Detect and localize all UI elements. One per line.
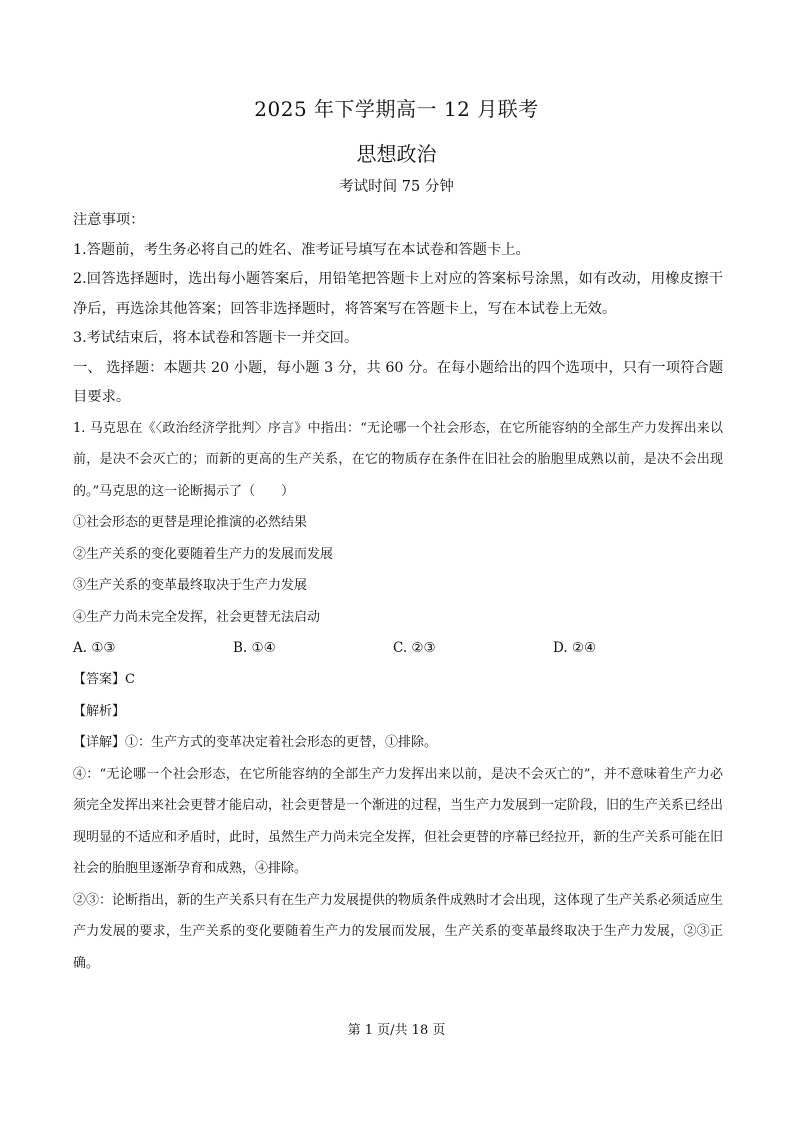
notice-item-3: 3.考试结束后，将本试卷和答题卡一并交回。	[73, 330, 359, 346]
exam-body	[73, 206, 723, 979]
answer-options	[73, 633, 723, 664]
option-a: A. ①③	[73, 640, 116, 656]
option-c: C. ②③	[393, 640, 436, 656]
statement-3: ③生产关系的变革最终取决于生产力发展	[73, 578, 308, 593]
analysis-label: 【解析】	[73, 703, 126, 719]
page-number: 第 1 页/共 18 页	[347, 1023, 446, 1038]
question-stem: 1. 马克思在《〈政治经济学批判〉序言》中指出：“无论哪一个社会形态，在它所能容纳的全部生产力发挥出来以前，是决不会灭亡的；而新的更高的生产关系，在它的物质存在条件在旧社会的胎胞里成熟以前，是决不会出现的。”马克思的这一论断揭示了（ ）	[73, 420, 723, 499]
option-b: B. ①④	[233, 640, 276, 656]
notice-item-1: 1.答题前，考生务必将自己的姓名、准考证号填写在本试卷和答题卡上。	[73, 241, 530, 258]
section-heading: 一、 选择题：本题共 20 小题，每小题 3 分，共 60 分。在每小题给出的四个选项中，只有一项符合题目要求。	[73, 359, 723, 405]
statement-2: ②生产关系的变化要随着生产力的发展而发展	[73, 546, 334, 562]
notice-heading: 注意事项：	[73, 212, 145, 228]
statement-4: ④生产力尚未完全发挥，社会更替无法启动	[73, 609, 321, 625]
statement-1: ①社会形态的更替是理论推演的必然结果	[73, 515, 308, 530]
detail-2: ④：“无论哪一个社会形态，在它所能容纳的全部生产力发挥出来以前，是决不会灭亡的”，并不意味着生产力必须完全发挥出来社会更替才能启动，社会更替是一个渐进的过程，当生产力发展到一定阶段，旧的生产关系已经出现明显的不适应和矛盾时，此时，虽然生产力尚未完全发挥，但社会更替的序幕已经拉开，新的生产关系可能在旧社会的胎胞里逐渐孕育和成熟，④排除。	[73, 766, 724, 876]
detail-1: 【详解】①：生产方式的变革决定着社会形态的更替，①排除。	[73, 735, 438, 750]
answer-label: 【答案】C	[73, 672, 135, 687]
option-d: D. ②④	[553, 640, 597, 656]
exam-subject: 思想政治	[356, 142, 437, 166]
notice-item-2: 2.回答选择题时，选出每小题答案后，用铅笔把答题卡上对应的答案标号涂黑，如有改动，用橡皮擦干净后，再选涂其他答案；回答非选择题时，将答案写在答题卡上，写在本试卷上无效。	[73, 271, 723, 317]
detail-3: ②③：论断指出，新的生产关系只有在生产力发展提供的物质条件成熟时才会出现，这体现了生产关系必须适应生产力发展的要求，生产关系的变化要随着生产力的发展而发展，生产关系的变革最终取决于生产力发展，②③正确。	[73, 892, 724, 971]
question-1	[73, 413, 723, 980]
exam-title: 2025 年下学期高一 12 月联考	[254, 97, 539, 121]
exam-time: 考试时间 75 分钟	[339, 179, 454, 195]
